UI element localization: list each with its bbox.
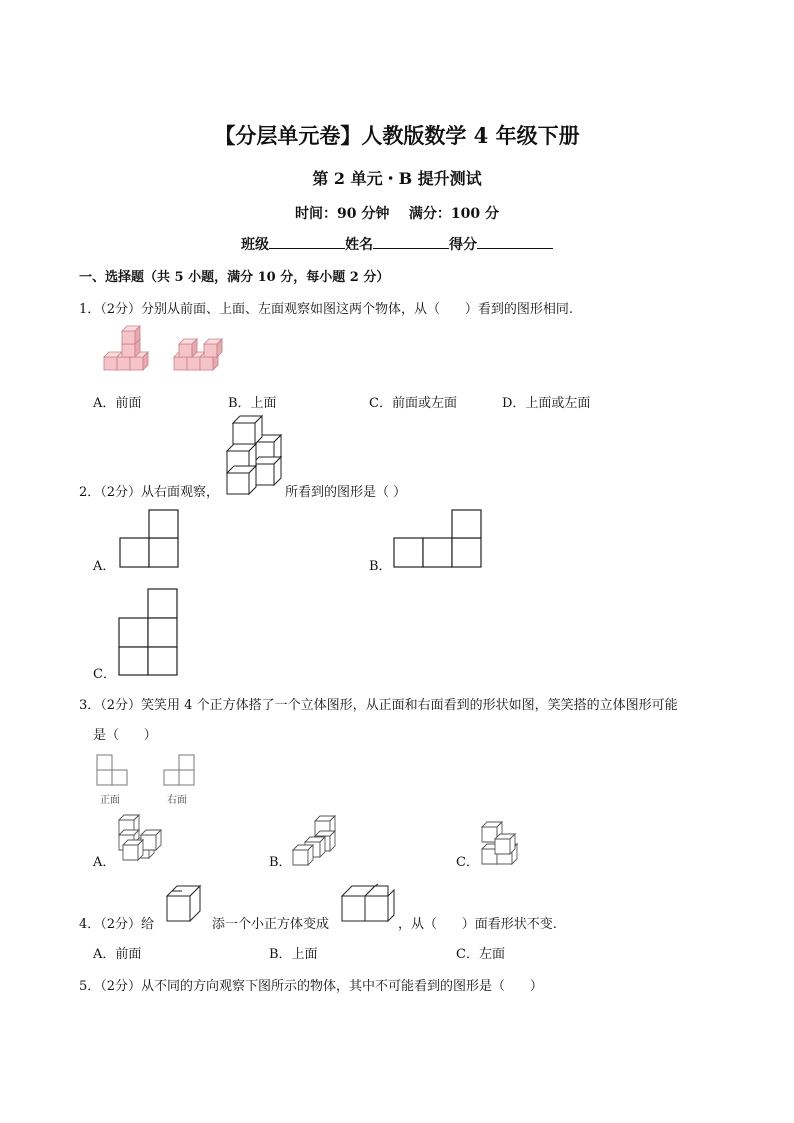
q1-option-a[interactable]: A．前面 — [93, 396, 142, 411]
question-3-line-2: 是（ ） — [93, 728, 157, 743]
q3-option-b-shape[interactable] — [291, 815, 341, 865]
q2-cube-stack — [226, 415, 286, 495]
question-3-line-1: 3．（2分）笑笑用 4 个正方体搭了一个立体图形，从正面和右面看到的形状如图，笑笑搭的立体图形可能 — [79, 698, 678, 713]
class-label: 班级 — [241, 237, 269, 253]
q4-option-a[interactable]: A．前面 — [93, 947, 142, 962]
q2-option-b-view[interactable] — [393, 509, 485, 569]
question-5-text: 5．（2分）从不同的方向观察下图所示的物体，其中不可能看到的图形是（ ） — [79, 979, 543, 994]
q2-option-a[interactable]: A． — [93, 559, 116, 574]
q3-option-a-shape[interactable] — [117, 814, 165, 864]
q1-option-c[interactable]: C．前面或左面 — [369, 396, 457, 411]
question-1-text: 1．（2分）分别从前面、上面、左面观察如图这两个物体，从（ ）看到的图形相同. — [79, 302, 573, 317]
q3-caption-front: 正面 — [100, 795, 120, 806]
score-label: 得分 — [449, 237, 477, 253]
page-title: 【分层单元卷】人教版数学 4 年级下册 — [214, 123, 580, 148]
name-blank — [373, 234, 449, 249]
q2-option-c[interactable]: C． — [93, 667, 116, 682]
q4-shape-after — [341, 883, 397, 923]
score-blank — [477, 234, 553, 249]
q2-option-c-view[interactable] — [118, 588, 180, 678]
question-4-text-a: 4．（2分）给 — [79, 917, 155, 932]
q2-option-b[interactable]: B． — [369, 559, 392, 574]
q4-shape-before — [166, 885, 211, 925]
section-heading: 一、选择题（共 5 小题，满分 10 分，每小题 2 分） — [79, 270, 390, 285]
name-label: 姓名 — [345, 237, 373, 253]
q1-option-b[interactable]: B．上面 — [228, 396, 277, 411]
q3-caption-right: 右面 — [167, 795, 187, 806]
q3-views — [95, 754, 205, 786]
question-2-text-before: 2．（2分）从右面观察， — [79, 485, 220, 500]
q1-cube-figures — [100, 330, 230, 375]
time-score-line: 时间：90 分钟 满分：100 分 — [295, 206, 499, 222]
q1-option-d[interactable]: D．上面或左面 — [502, 396, 591, 411]
q4-option-c[interactable]: C．左面 — [456, 947, 505, 962]
q3-option-c-shape[interactable] — [480, 821, 525, 865]
question-4-text-b: 添一个小正方体变成 — [212, 917, 330, 932]
q2-option-a-view[interactable] — [119, 509, 181, 569]
question-4-text-c: ，从（ ）面看形状不变. — [398, 917, 557, 932]
student-info-line — [0, 234, 794, 254]
class-blank — [269, 234, 345, 249]
question-2-text-after: 所看到的图形是（ ） — [285, 485, 407, 500]
q3-option-b[interactable]: B． — [269, 855, 292, 870]
page-subtitle: 第 2 单元・B 提升测试 — [312, 169, 482, 188]
q3-option-a[interactable]: A． — [93, 855, 116, 870]
q3-option-c[interactable]: C． — [456, 855, 479, 870]
q4-option-b[interactable]: B．上面 — [269, 947, 318, 962]
